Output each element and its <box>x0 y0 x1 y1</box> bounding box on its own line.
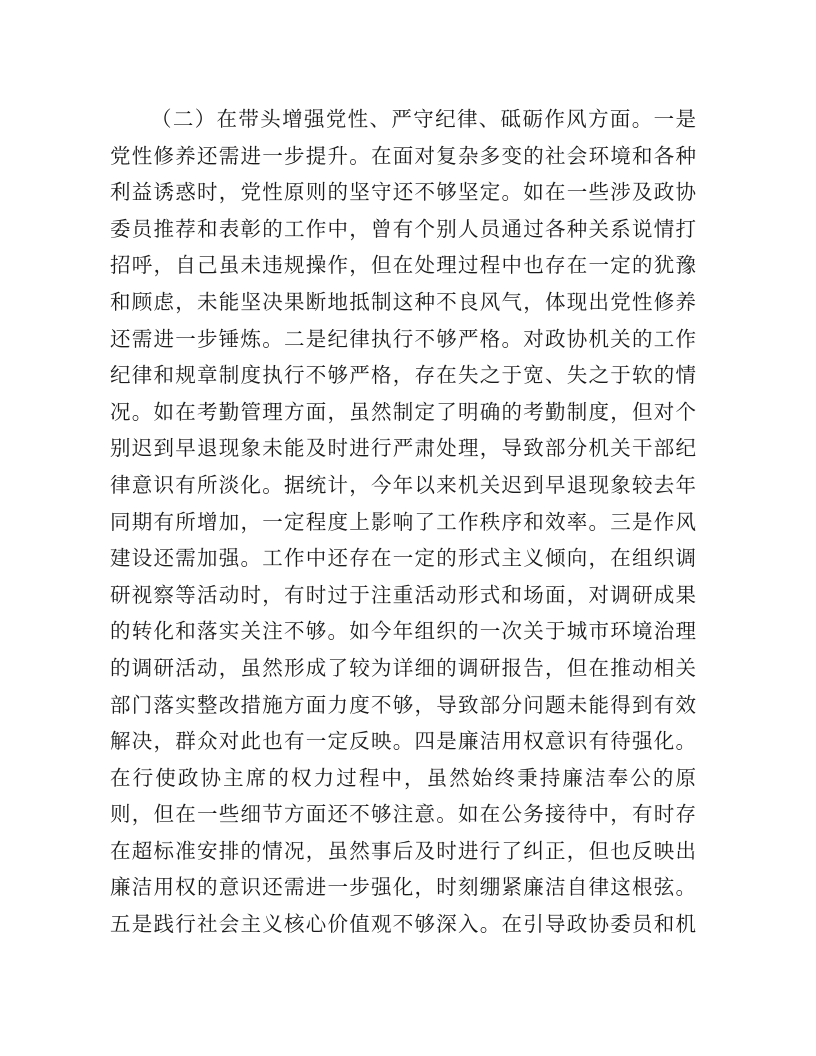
paragraph-line: 和顾虑，未能坚决果断地抵制这种不良风气，体现出党性修养 <box>110 289 696 314</box>
paragraph-line: 在行使政协主席的权力过程中，虽然始终秉持廉洁奉公的原 <box>110 765 696 790</box>
paragraph-line: （二）在带头增强党性、严守纪律、砥砺作风方面。一是 <box>151 107 696 131</box>
paragraph-line: 五是践行社会主义核心价值观不够深入。在引导政协委员和机 <box>110 912 696 937</box>
paragraph-line: 部门落实整改措施方面力度不够，导致部分问题未能得到有效 <box>110 692 696 717</box>
paragraph-line: 则，但在一些细节方面还不够注意。如在公务接待中，有时存 <box>110 802 696 827</box>
paragraph-line: 况。如在考勤管理方面，虽然制定了明确的考勤制度，但对个 <box>110 399 696 424</box>
paragraph-line: 利益诱惑时，党性原则的坚守还不够坚定。如在一些涉及政协 <box>110 180 696 205</box>
paragraph-line: 招呼，自己虽未违规操作，但在处理过程中也存在一定的犹豫 <box>110 253 696 278</box>
paragraph-line: 的调研活动，虽然形成了较为详细的调研报告，但在推动相关 <box>110 655 696 680</box>
paragraph-line: 纪律和规章制度执行不够严格，存在失之于宽、失之于软的情 <box>110 363 696 388</box>
paragraph-line: 委员推荐和表彰的工作中，曾有个别人员通过各种关系说情打 <box>110 216 696 241</box>
paragraph-line: 廉洁用权的意识还需进一步强化，时刻绷紧廉洁自律这根弦。 <box>110 875 696 900</box>
paragraph-line: 在超标准安排的情况，虽然事后及时进行了纠正，但也反映出 <box>110 838 696 863</box>
paragraph-line: 律意识有所淡化。据统计，今年以来机关迟到早退现象较去年 <box>110 472 696 497</box>
paragraph-line: 别迟到早退现象未能及时进行严肃处理，导致部分机关干部纪 <box>110 436 696 461</box>
paragraph-line: 建设还需加强。工作中还存在一定的形式主义倾向，在组织调 <box>110 546 696 571</box>
paragraph-line: 还需进一步锤炼。二是纪律执行不够严格。对政协机关的工作 <box>110 326 696 351</box>
paragraph-line: 研视察等活动时，有时过于注重活动形式和场面，对调研成果 <box>110 582 696 607</box>
paragraph-line: 党性修养还需进一步提升。在面对复杂多变的社会环境和各种 <box>110 143 696 168</box>
paragraph-line: 的转化和落实关注不够。如今年组织的一次关于城市环境治理 <box>110 619 696 644</box>
body-paragraph <box>110 101 696 943</box>
paragraph-line: 解决，群众对此也有一定反映。四是廉洁用权意识有待强化。 <box>110 729 696 754</box>
paragraph-line: 同期有所增加，一定程度上影响了工作秩序和效率。三是作风 <box>110 509 696 534</box>
